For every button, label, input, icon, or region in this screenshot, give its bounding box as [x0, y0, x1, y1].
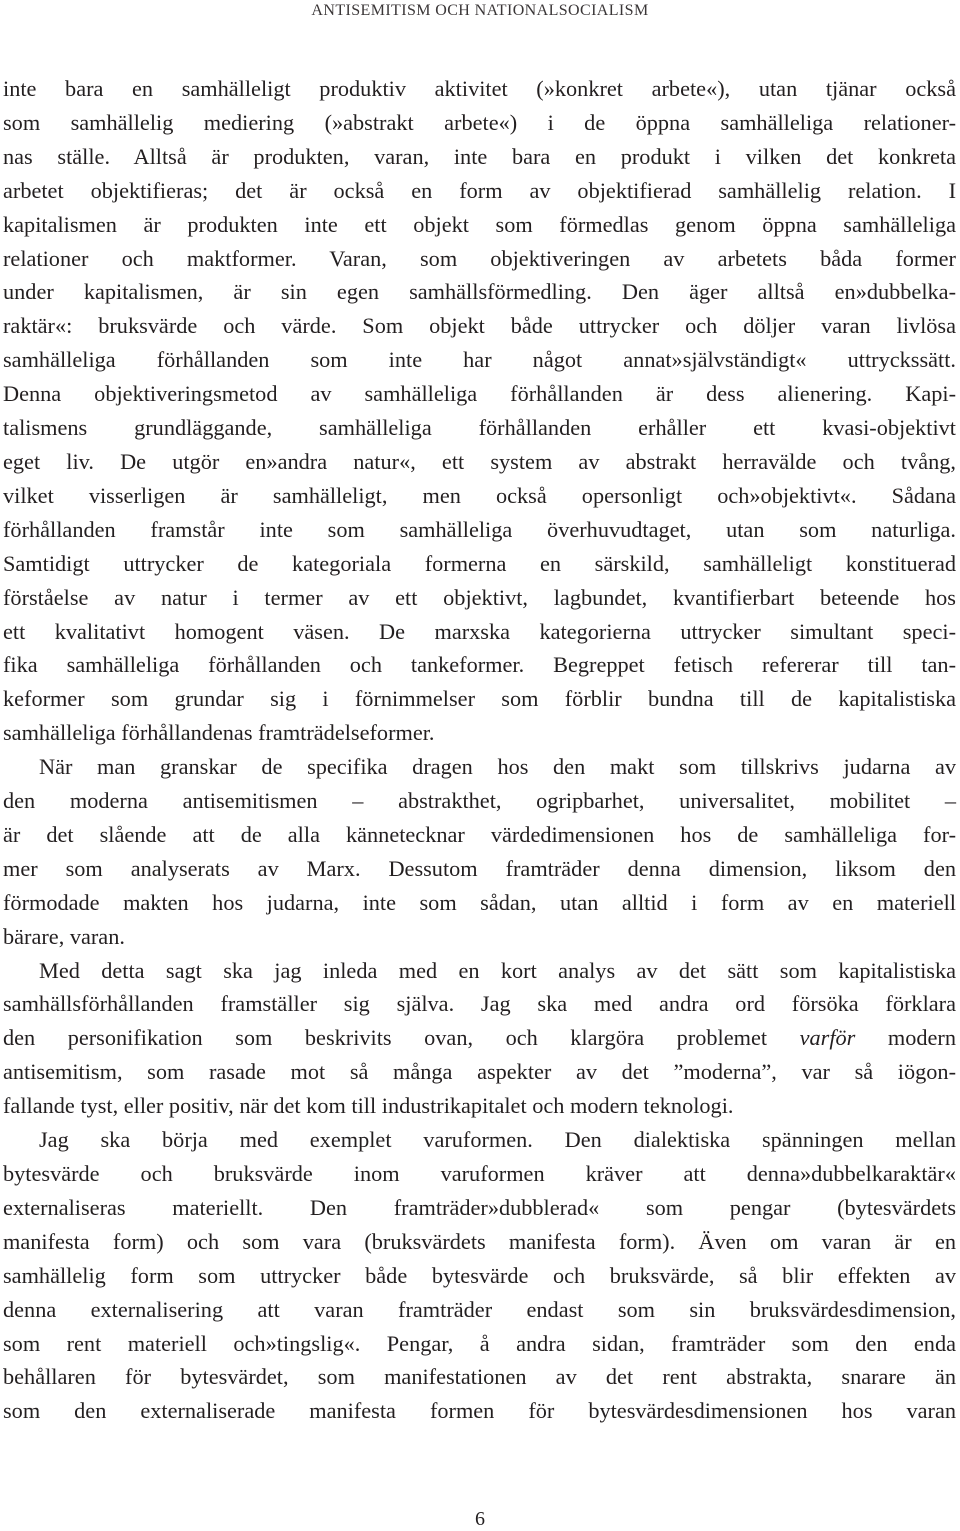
text-line: förståelse av natur i termer av ett objektivt, lagbundet, kvantifierbart beteende hos	[3, 584, 956, 610]
text-line: När man granskar de specifika dragen hos den makt som tillskrivs judarna av	[39, 754, 956, 780]
paragraph-2	[3, 750, 956, 953]
text-line: vilket visserligen är samhälleligt, men också opersonligt och»objektivt«. Sådana	[3, 482, 956, 508]
paragraph-3	[3, 954, 956, 1124]
text-line: ett kvalitativt homogent väsen. De marxska kategorierna uttrycker simultant speci-	[3, 618, 956, 644]
text-line: samhällelig form som uttrycker både bytesvärde och bruksvärde, så blir effekten av	[3, 1262, 956, 1288]
page-number: 6	[475, 1508, 485, 1530]
text-line: nas ställe. Alltså är produkten, varan, inte bara en produkt i vilken det konkreta	[3, 143, 956, 169]
text-line: kapitalismen är produkten inte ett objekt som förmedlas genom öppna samhälleliga	[3, 211, 956, 237]
text-line: bärare, varan.	[3, 923, 125, 949]
text-line: under kapitalismen, är sin egen samhällsförmedling. Den äger alltså en»dubbelka-	[3, 279, 956, 305]
body-text	[3, 72, 956, 1428]
text-line: fika samhälleliga förhållanden och tankeformer. Begreppet fetisch refererar till tan-	[3, 652, 956, 678]
text-line: mer som analyserats av Marx. Dessutom framträder denna dimension, liksom den	[3, 855, 956, 881]
text-line: keformer som grundar sig i förnimmelser som förblir bundna till de kapitalistiska	[3, 686, 956, 712]
text-segment: den personifikation som beskrivits ovan, och klargöra problemet	[3, 1025, 768, 1051]
text-line: som samhällelig mediering (»abstrakt arbete«) i de öppna samhälleliga relationer-	[3, 109, 956, 135]
text-line: raktär«: bruksvärde och värde. Som objekt både uttrycker och döljer varan livlösa	[3, 313, 956, 339]
text-line: förhållanden framstår inte som samhälleliga överhuvudtaget, utan som naturliga.	[3, 516, 956, 542]
text-line: som rent materiell och»tingslig«. Pengar, å andra sidan, framträder som den enda	[3, 1330, 956, 1356]
text-line-with-emphasis	[3, 1021, 956, 1055]
text-line: den moderna antisemitismen – abstrakthet, ogripbarhet, universalitet, mobilitet –	[3, 788, 956, 814]
text-line: relationer och maktformer. Varan, som objektiveringen av arbetets båda former	[3, 245, 956, 271]
emphasis-word: varför	[799, 1025, 856, 1051]
text-line: Jag ska börja med exemplet varuformen. Den dialektiska spänningen mellan	[39, 1127, 956, 1153]
paragraph-4	[3, 1123, 956, 1428]
text-line: externaliseras materiellt. Den framträder»dubblerad« som pengar (bytesvärdets	[3, 1194, 956, 1220]
text-line: inte bara en samhälleligt produktiv aktivitet (»konkret arbete«), utan tjänar också	[3, 76, 956, 101]
text-line: bytesvärde och bruksvärde inom varuformen kräver att denna»dubbelkaraktär«	[3, 1161, 956, 1186]
text-line: samhälleliga förhållandenas framträdelseformer.	[3, 720, 435, 746]
text-line: eget liv. De utgör en»andra natur«, ett system av abstrakt herravälde och tvång,	[3, 448, 956, 474]
text-line: samhälleliga förhållanden som inte har något annat»självständigt« uttryckssätt.	[3, 347, 956, 373]
text-line: samhällsförhållanden framställer sig själva. Jag ska med andra ord försöka förklara	[3, 991, 956, 1017]
text-line: som den externaliserade manifesta formen för bytesvärdesdimensionen hos varan	[3, 1398, 956, 1424]
text-line: behållaren för bytesvärdet, som manifestationen av det rent abstrakta, snarare än	[3, 1364, 956, 1390]
running-header: ANTISEMITISM OCH NATIONALSOCIALISM	[311, 2, 649, 19]
text-line: Samtidigt uttrycker de kategoriala formerna en särskild, samhälleligt konstituerad	[3, 550, 956, 576]
text-line: talismens grundläggande, samhälleliga förhållanden erhåller ett kvasi-objektivt	[3, 415, 956, 441]
text-line: är det slående att de alla kännetecknar värdedimensionen hos de samhälleliga for-	[3, 821, 956, 847]
text-line: Med detta sagt ska jag inleda med en kort analys av det sätt som kapitalistiska	[39, 957, 956, 983]
text-line: förmodade makten hos judarna, inte som sådan, utan alltid i form av en materiell	[3, 889, 956, 915]
text-line: manifesta form) och som vara (bruksvärdets manifesta form). Även om varan är en	[3, 1228, 956, 1254]
text-line: arbetet objektifieras; det är också en form av objektifierad samhällelig relation. I	[3, 177, 956, 203]
text-line: fallande tyst, eller positiv, när det kom till industrikapitalet och modern teknologi.	[3, 1093, 734, 1119]
text-segment: modern	[887, 1025, 957, 1051]
text-line: denna externalisering att varan framträder endast som sin bruksvärdesdimension,	[3, 1296, 956, 1322]
paragraph-1	[3, 72, 956, 750]
text-line: Denna objektiveringsmetod av samhälleliga förhållanden är dess alienering. Kapi-	[3, 381, 956, 407]
text-line: antisemitism, som rasade mot så många aspekter av det ”moderna”, var så iögon-	[3, 1059, 956, 1085]
